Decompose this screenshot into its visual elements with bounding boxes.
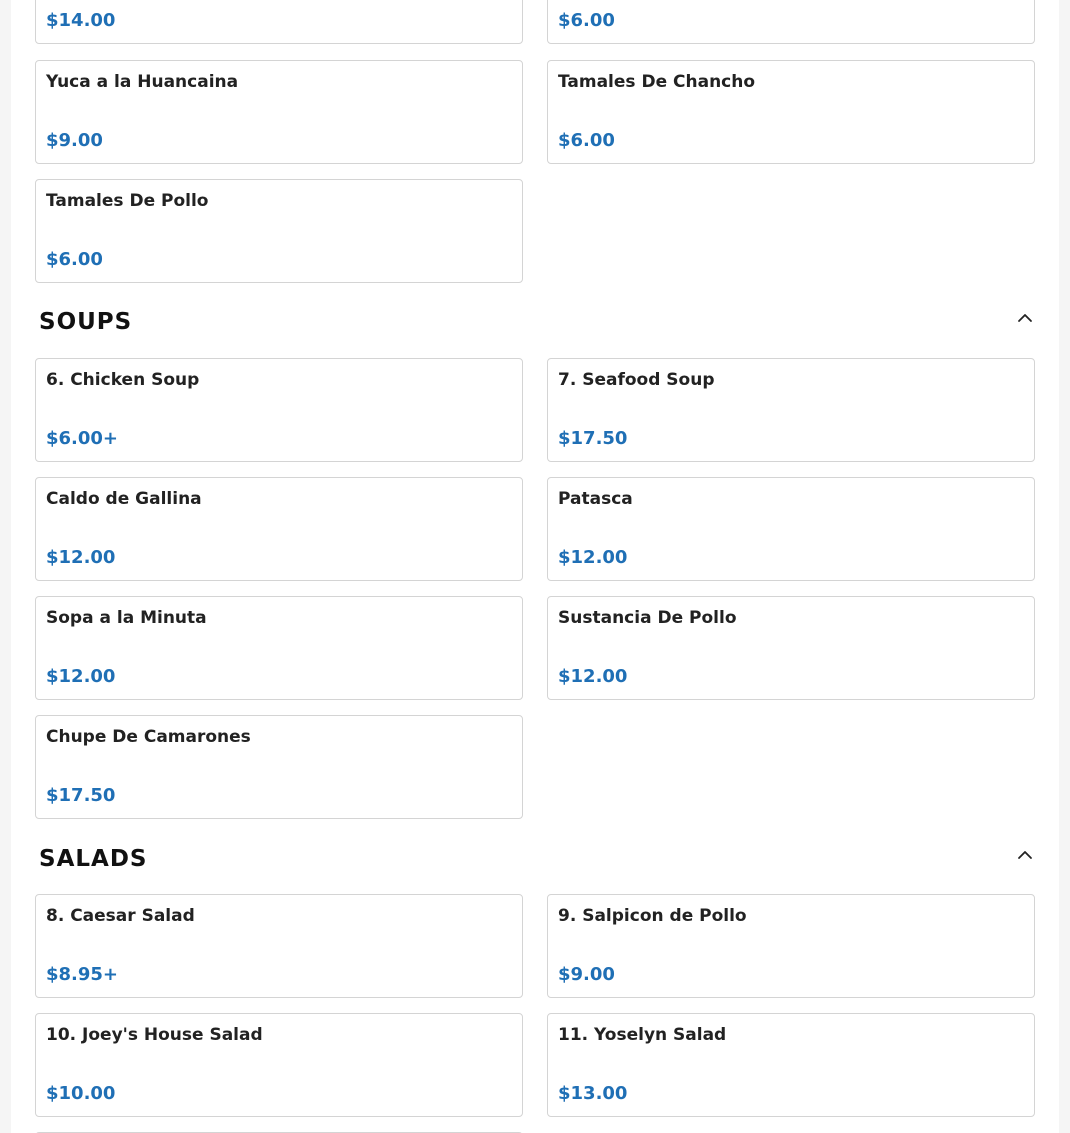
- menu-item-card[interactable]: [35, 60, 523, 164]
- menu-item-card[interactable]: [547, 60, 1035, 164]
- menu-item-card[interactable]: [547, 0, 1035, 44]
- menu-item-name: Sopa a la Minuta: [46, 608, 207, 628]
- menu-item-price: $12.00: [558, 666, 628, 687]
- menu-item-name: Caldo de Gallina: [46, 489, 202, 509]
- menu-item-name: 6. Chicken Soup: [46, 370, 200, 390]
- menu-item-card[interactable]: [35, 894, 523, 998]
- menu-page: [11, 0, 1059, 1133]
- menu-item-name: Tamales De Chancho: [558, 72, 756, 92]
- menu-item-card[interactable]: [35, 715, 523, 819]
- menu-item-price: $6.00: [558, 10, 615, 31]
- chevron-up-icon[interactable]: [1011, 303, 1039, 331]
- menu-item-card[interactable]: [35, 596, 523, 700]
- menu-item-card[interactable]: [35, 0, 523, 44]
- menu-item-price: $6.00: [558, 130, 615, 151]
- menu-item-price: $14.00: [46, 10, 116, 31]
- menu-item-name: 7. Seafood Soup: [558, 370, 715, 390]
- section-header-soups: [39, 303, 1039, 343]
- menu-item-price: $12.00: [46, 666, 116, 687]
- menu-item-card[interactable]: [35, 358, 523, 462]
- menu-item-price: $17.50: [46, 785, 116, 806]
- menu-item-name: Sustancia De Pollo: [558, 608, 737, 628]
- menu-item-price: $8.95+: [46, 964, 119, 985]
- section-title: SOUPS: [39, 309, 133, 335]
- menu-item-card[interactable]: [547, 894, 1035, 998]
- menu-item-card[interactable]: [35, 477, 523, 581]
- menu-item-card[interactable]: [547, 358, 1035, 462]
- menu-item-name: Yuca a la Huancaina: [46, 72, 239, 92]
- menu-item-card[interactable]: [35, 1013, 523, 1117]
- menu-item-card[interactable]: [35, 179, 523, 283]
- menu-item-price: $17.50: [558, 428, 628, 449]
- menu-item-price: $6.00+: [46, 428, 119, 449]
- menu-item-name: 10. Joey's House Salad: [46, 1025, 263, 1045]
- menu-item-card[interactable]: [547, 477, 1035, 581]
- chevron-up-icon[interactable]: [1011, 840, 1039, 868]
- menu-item-name: Chupe De Camarones: [46, 727, 251, 747]
- menu-item-price: $6.00: [46, 249, 103, 270]
- menu-item-price: $10.00: [46, 1083, 116, 1104]
- menu-item-price: $12.00: [558, 547, 628, 568]
- menu-item-card[interactable]: [547, 1013, 1035, 1117]
- menu-item-name: Patasca: [558, 489, 633, 509]
- menu-item-name: Tamales De Pollo: [46, 191, 209, 211]
- section-header-salads: [39, 840, 1039, 880]
- menu-item-price: $12.00: [46, 547, 116, 568]
- menu-item-price: $13.00: [558, 1083, 628, 1104]
- menu-item-price: $9.00: [558, 964, 615, 985]
- section-title: SALADS: [39, 846, 148, 872]
- menu-item-name: 9. Salpicon de Pollo: [558, 906, 747, 926]
- menu-item-name: 8. Caesar Salad: [46, 906, 195, 926]
- menu-item-price: $9.00: [46, 130, 103, 151]
- menu-item-card[interactable]: [547, 596, 1035, 700]
- menu-item-name: 11. Yoselyn Salad: [558, 1025, 727, 1045]
